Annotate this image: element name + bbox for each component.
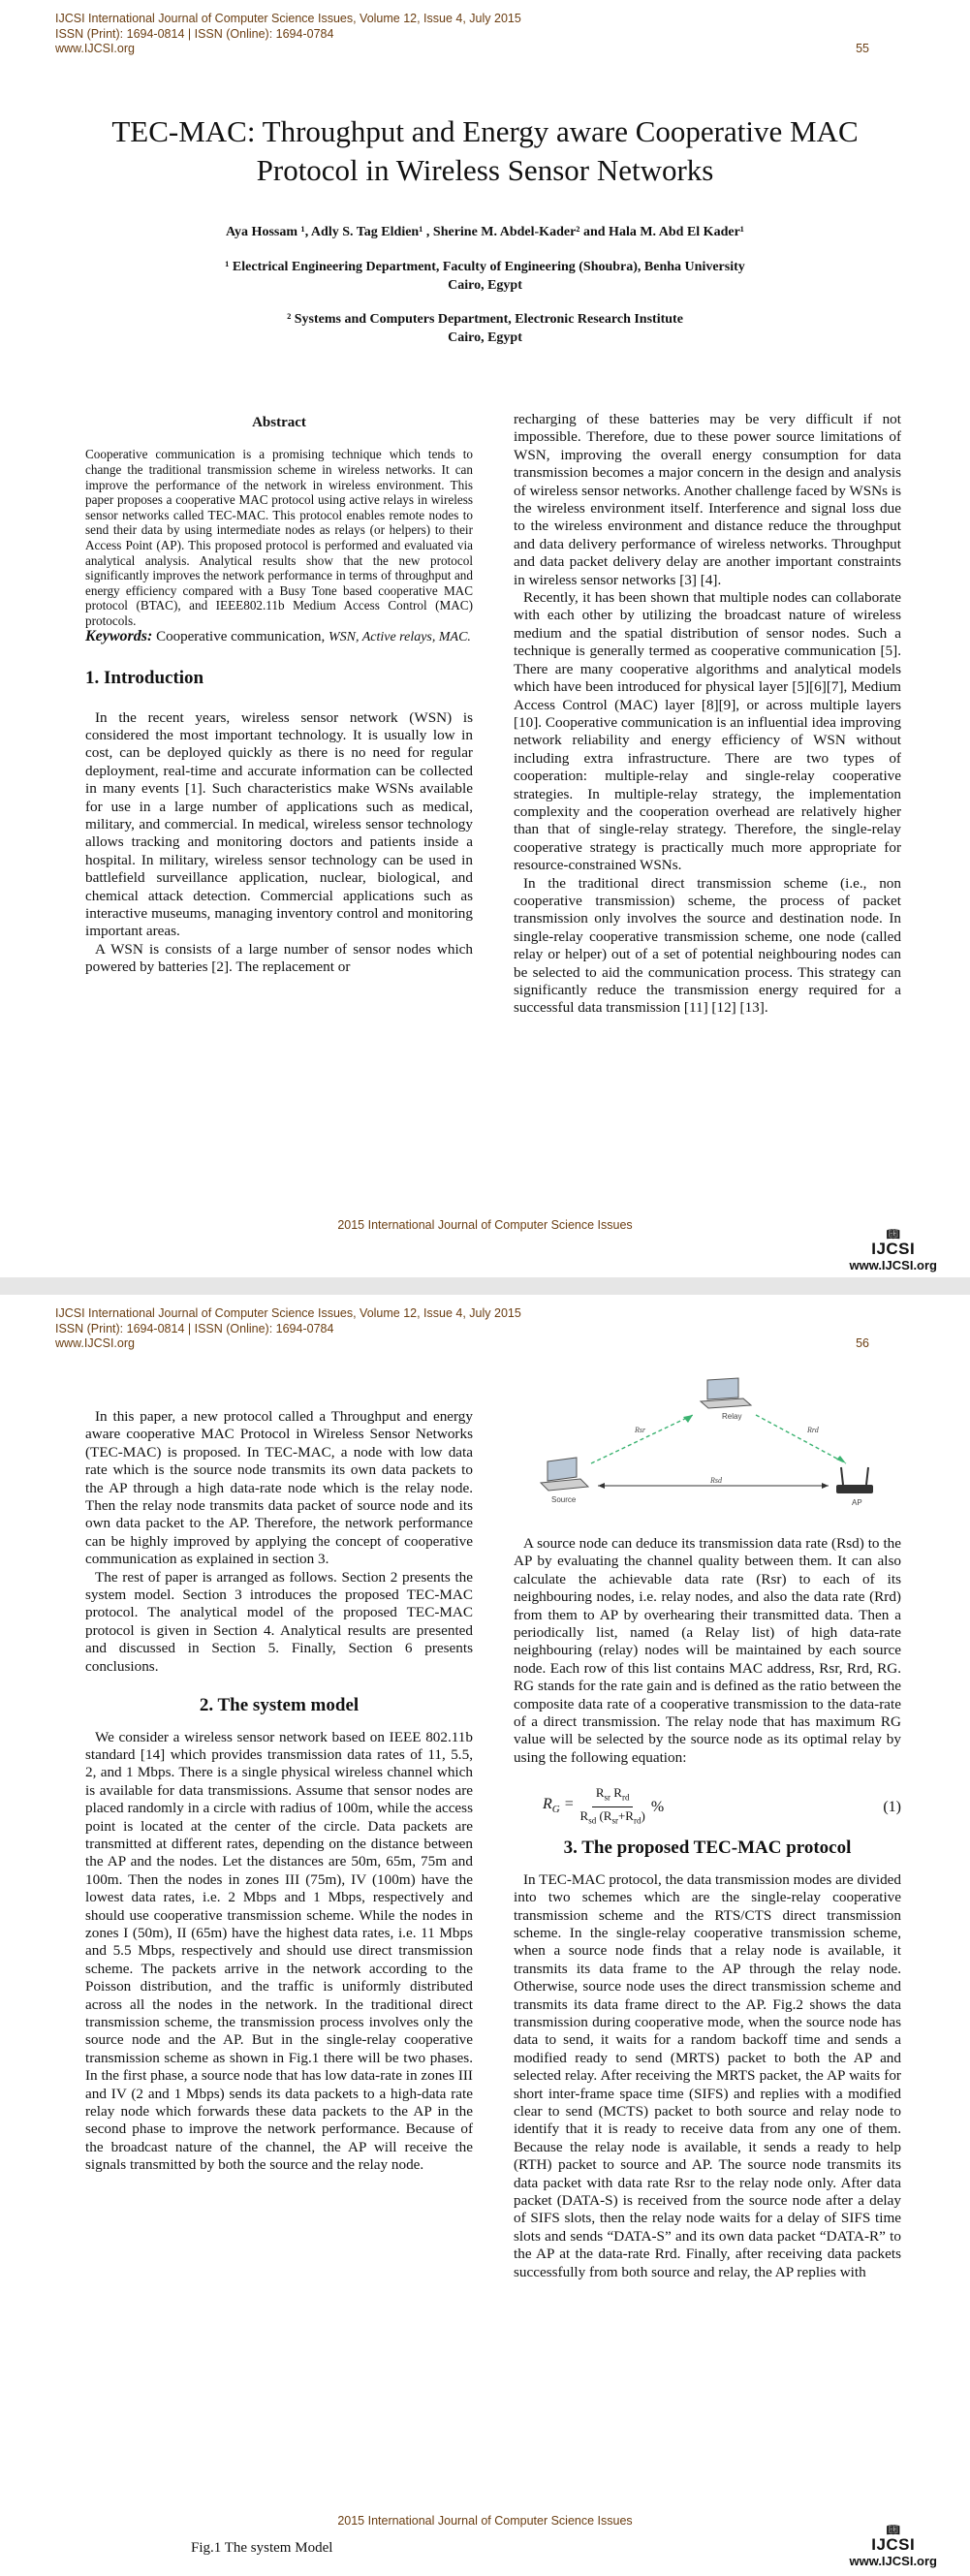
- rrd-label: Rrd: [807, 1426, 819, 1434]
- journal-line-1: IJCSI International Journal of Computer Science Issues, Volume 12, Issue 4, July 2015: [55, 12, 521, 25]
- affiliation-2: [58, 310, 912, 347]
- source-label: Source: [551, 1495, 577, 1504]
- book-icon: 📖︎: [886, 2525, 900, 2536]
- proposed-paragraph: In TEC-MAC protocol, the data transmission modes are divided into two schemes which are the single-relay cooperative transmission scheme and the RTS/CTS direct transmission scheme. In the single-relay cooperative transmission scheme, when a source node finds that a relay node is available, it transmits its data frame to the AP through the relay node. Otherwise, source node uses the direct transmission scheme and transmits its data frame direct to the AP. Fig.2 shows the data transmission during cooperative mode, when the source node has data to send, it waits for a random backoff time and sends a modified ready to send (MRTS) packet to both the AP and selected relay. After receiving the MRTS packet, the AP waits for short inter-frame space time (SIFS) and replies with a modified clear to send (MCTS) packet to both source and relay node to identify that it is ready to receive data from any one of them. Because the relay node is available, it sends a ready to help (RTH) packet to source and AP. The source node transmits its data packet with data rate Rsr to the relay node only. After data packet (DATA-S) is received from the source node after a delay of SIFS slots, then the relay node waits for a delay of SIFS time slots and sends “DATA-S” and its own data packet “DATA-R” to the AP at the data-rate Rrd. Finally, after receiving data packets successfully from both source and relay, the AP replies with: [514, 1870, 901, 2280]
- affiliation-2-dept: ² Systems and Computers Department, Electronic Research Institute: [287, 312, 683, 327]
- eq-numerator: $R_{sr}$ $R_{rd}$: [592, 1784, 634, 1807]
- paper-title: TEC-MAC: Throughput and Energy aware Cooperative MAC Protocol in Wireless Sensor Networks: [111, 114, 859, 187]
- journal-logo: [849, 2525, 937, 2568]
- keywords-italic: WSN, Active relays, MAC.: [328, 629, 471, 644]
- link-relay-ap: [756, 1415, 846, 1463]
- eq-percent: %: [650, 1798, 665, 1815]
- source-laptop-icon: [541, 1458, 588, 1491]
- page-number: 55: [856, 42, 869, 55]
- ap-label: AP: [852, 1498, 862, 1507]
- logo-url[interactable]: www.IJCSI.org: [849, 2554, 937, 2568]
- right-paragraph-1: recharging of these batteries may be very difficult if not impossible. Therefore, due to these power source limitations of WSN, improving the overall energy consumption for data transmission becomes a major concern in the design and analysis of wireless sensor networks. Another challenge faced by WSNs is the wireless environment itself. Interference and signal loss due to the wireless environment and distance reduce the throughput and data delivery performance of wireless networks. Throughput and data packet delivery delay are another important constraints in wireless sensor networks [3] [4].: [514, 411, 901, 588]
- relay-laptop-icon: [701, 1378, 751, 1408]
- journal-issn: ISSN (Print): 1694-0814 | ISSN (Online): 1694-0784: [55, 1321, 334, 1335]
- abstract-text: Cooperative communication is a promising technique which tends to change the traditional transmission scheme in wireless networks. It can improve the performance of the network in wireless environment. This paper proposes a cooperative MAC protocol using active relays in wireless sensor networks called TEC-MAC. This protocol enables remote nodes to send their data by using intermediate nodes as relays (or helpers) to their Access Point (AP). This proposed protocol is performed and evaluated via analytical analysis. Analytical results show that the new protocol significantly improves the network performance in terms of throughput and energy efficiency compared with a Busy Tone based cooperative MAC protocol (BTAC), and IEEE802.11b Medium Access Control (MAC) protocols.: [85, 447, 473, 628]
- page-number: 56: [856, 1336, 869, 1350]
- abstract-heading: Abstract: [252, 415, 306, 430]
- system-model-paragraph: We consider a wireless sensor network based on IEEE 802.11b standard [14] which provides transmission data rates of 11, 5.5, 2, and 1 Mbps. There is a single physical wireless channel which is available for data transmissions. Assume that sensor nodes are placed randomly in a circle with radius of 100m, while the access point is located at the center of the circle. Data packets are transmitted at different rates, depending on the distance between the AP and the nodes. Let the distances are 50m, 65m, 75m and 100m. Then the nodes in zones III (75m), IV (100m) have the lowest data rates, i.e. 2 Mbps and 1 Mbps, respectively and should use cooperative transmission scheme. While the nodes in zones I (50m), II (65m) have the highest data rates, i.e. 11 Mbps and 5.5 Mbps, respectively and should use direct transmission scheme. The packets arrive in the network according to the Poisson distribution, and the traffic is uniformly distributed across all the nodes in the network. In the traditional direct transmission scheme, the transmission process involves only the source node and the AP. But in the single-relay cooperative transmission scheme as shown in Fig.1 there will be two phases. In the first phase, a source node that has low data-rate in zones III and IV (2 and 1 Mbps) sends its data packets to a high-data rate relay node which forwards these data packets to the AP in the second phase to improve the network performance. Because of the broadcast nature of the channel, the AP will receive the signals transmitted by both the source and the relay node.: [85, 1728, 473, 2174]
- intro-heading: 1. Introduction: [85, 668, 204, 689]
- affiliation-1: [58, 258, 912, 295]
- left-column: [85, 1408, 473, 2175]
- right-column: [514, 1535, 901, 2281]
- intro-paragraph-2: A WSN is consists of a large number of sensor nodes which powered by batteries [2]. The replacement or: [85, 940, 473, 976]
- journal-header: [55, 12, 521, 57]
- page-1: [0, 0, 970, 1277]
- logo-name: IJCSI: [871, 1240, 916, 1258]
- intro-paragraph-1: In the recent years, wireless sensor network (WSN) is considered the most important technology. It is usually low in cost, can be deployed quickly as there is no need for regular deployment, real-time and accurate information can be collected in many events [1]. Such characteristics make WSNs available for use in a large number of applications such as medical, military, and commercial. In medical, wireless sensor technology allows tracking and monitoring doctors and patients inside a hospital. In military, wireless sensor technology can be used in battlefield surveillance application, nuclear, biological, and chemical attack detection. Commercial applications such as interactive museums, managing inventory control and monitoring important areas.: [85, 708, 473, 940]
- link-source-relay: [591, 1415, 693, 1463]
- journal-url[interactable]: www.IJCSI.org: [55, 1336, 135, 1350]
- system-model-heading: 2. The system model: [199, 1695, 360, 1716]
- left-paragraph-1: In this paper, a new protocol called a Throughput and energy aware cooperative MAC Protocol in Wireless Sensor Networks (TEC-MAC) is proposed. In TEC-MAC, a node with low data rate which is the source node transmits its own data packets to the AP through a high data-rate node which is the relay node. Then the relay node transmits data packet of source node and its own data packet to the AP. Therefore, the network performance can be highly improved by applying the concept of cooperative communication as explained in section 3.: [85, 1408, 473, 1568]
- logo-url[interactable]: www.IJCSI.org: [849, 1258, 937, 1272]
- rsr-label: Rsr: [635, 1426, 646, 1434]
- right-paragraph-2: Recently, it has been shown that multiple nodes can collaborate with each other by utilizing the broadcast nature of wireless medium and the spatial distribution of sensor nodes. Such a technique is generally termed as cooperative communication [5]. There are many cooperative algorithms and analytical models which have been introduced for physical layer [5][6][7], Medium Access Control (MAC) layer [8][9], or across multiple layers [10]. Cooperative communication is an influential idea improving network reliability and energy efficiency of WSN without including extra infrastructure. There are two types of cooperation: multiple-relay and single-relay cooperative strategies. In multiple-relay strategy, the implementation complexity and the cooperation overhead are relatively higher than that of single-relay strategy. Therefore, the single-relay cooperative strategy is practically much more appropriate for resource-constrained WSNs.: [514, 589, 901, 874]
- right-paragraph-3: In the traditional direct transmission scheme (i.e., non cooperative transmission) scheme, the process of packet transmission only involves the source and destination node. In single-relay cooperative transmission scheme, one node (called relay or helper) out of a set of potential neighbouring nodes can be selected to aid the communication process. This strategy can significantly reduce the transmission energy required for a successful data transmission [11] [12] [13].: [514, 874, 901, 1017]
- rsd-label: Rsd: [710, 1476, 722, 1485]
- affiliation-1-dept: ¹ Electrical Engineering Department, Faculty of Engineering (Shoubra), Benha University: [225, 260, 745, 274]
- abstract: [85, 447, 473, 644]
- authors: Aya Hossam ¹, Adly S. Tag Eldien¹ , Sherine M. Abdel-Kader² and Hala M. Abd El Kader¹: [225, 225, 744, 239]
- left-paragraph-2: The rest of paper is arranged as follows. Section 2 presents the system model. Section 3 introduces the proposed TEC-MAC protocol. The analytical model of the proposed TEC-MAC protocol is given in Section 4. Analytical results are presented and discussed in Section 5. Finally, Section 6 presents conclusions.: [85, 1568, 473, 1675]
- journal-header: [55, 1306, 521, 1352]
- affiliation-1-city: Cairo, Egypt: [448, 278, 522, 293]
- keywords-label: Keywords:: [85, 627, 153, 644]
- eq-lhs: $R_G$ =: [543, 1795, 575, 1816]
- equation-1: [514, 1784, 901, 1830]
- affiliation-2-city: Cairo, Egypt: [448, 330, 522, 345]
- proposed-heading: 3. The proposed TEC-MAC protocol: [563, 1838, 852, 1859]
- eq-fraction: [580, 1784, 645, 1830]
- right-column: [514, 411, 901, 1018]
- right-paragraph-1: A source node can deduce its transmission data rate (Rsd) to the AP by evaluating the channel quality between them. It can also calculate the achievable data rate (Rsr) to each of its neighbouring nodes, i.e. relay nodes, and also the data rate (Rrd) from them to AP by overhearing their transmitted data. Then a periodically list, named (a Relay list) of high data-rate neighbouring (relay) nodes will be maintained by each source node. Each row of this list contains MAC address, Rsr, Rrd, RG. RG stands for the rate gain and is defined as the ratio between the composite data rate of a cooperative transmission to the data-rate of a direct transmission. The relay node that has maximum RG value will be selected by the source node as its optimal relay by using the following equation:: [514, 1535, 901, 1766]
- figure-caption: Fig.1 The system Model: [191, 2540, 333, 2556]
- keywords-text: Cooperative communication,: [152, 628, 329, 644]
- footer-text: 2015 International Journal of Computer Science Issues: [337, 2514, 633, 2528]
- footer-text: 2015 International Journal of Computer Science Issues: [337, 1218, 633, 1232]
- journal-line-1: IJCSI International Journal of Computer Science Issues, Volume 12, Issue 4, July 2015: [55, 1306, 521, 1320]
- journal-logo: [849, 1229, 937, 1272]
- eq-denominator: $R_{sd}$ $(R_{sr}+R_{rd})$: [579, 1808, 645, 1826]
- keywords: [85, 629, 473, 645]
- eq-number: (1): [883, 1798, 901, 1815]
- book-icon: 📖︎: [886, 1229, 900, 1241]
- access-point-icon: [836, 1467, 873, 1493]
- relay-label: Relay: [722, 1412, 742, 1421]
- left-column: [85, 414, 473, 977]
- logo-name: IJCSI: [871, 2535, 916, 2554]
- system-model-figure: [538, 1376, 916, 1517]
- journal-url[interactable]: www.IJCSI.org: [55, 42, 135, 55]
- journal-issn: ISSN (Print): 1694-0814 | ISSN (Online): 1694-0784: [55, 26, 334, 41]
